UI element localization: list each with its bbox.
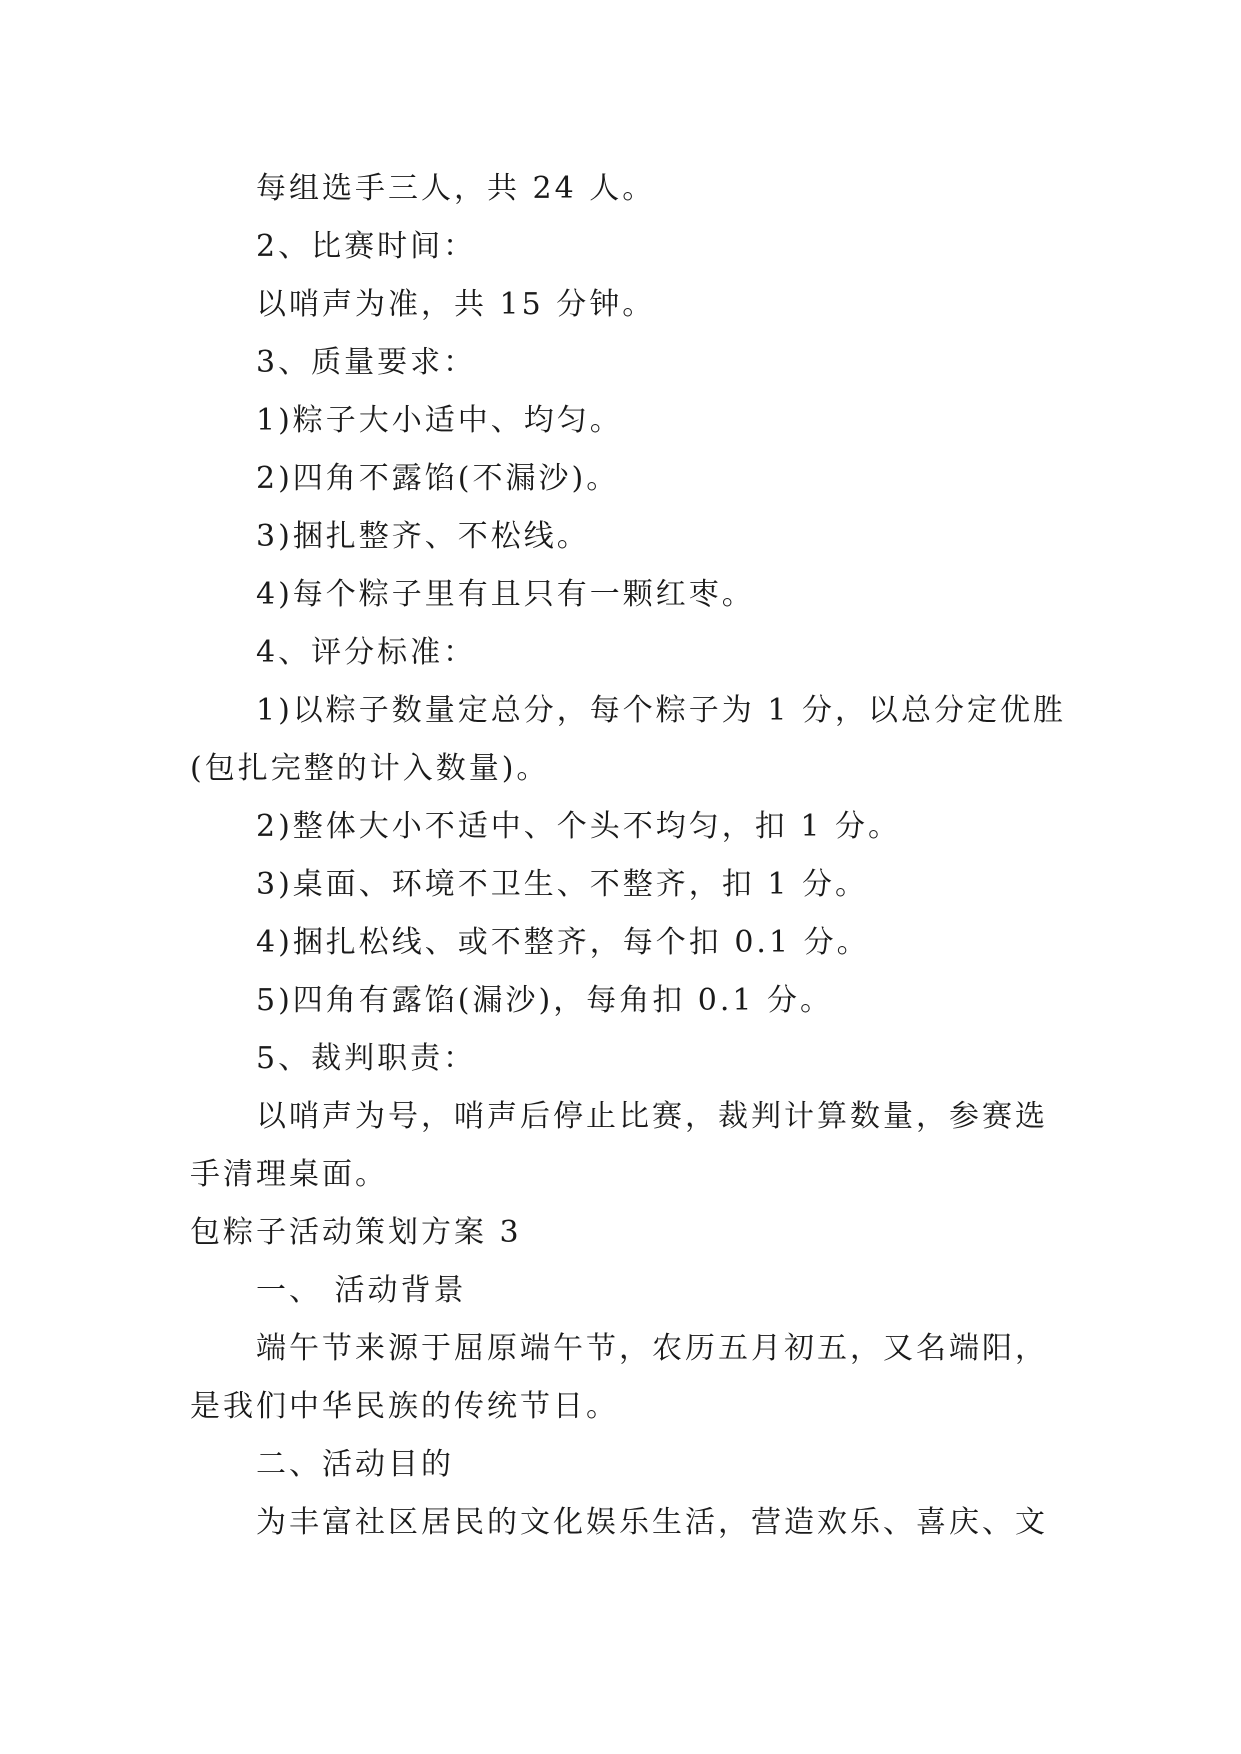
list-item: 1)粽子大小适中、均匀。: [256, 403, 623, 438]
paragraph-continuation: 手清理桌面。: [190, 1157, 388, 1192]
paragraph-continuation: 是我们中华民族的传统节日。: [190, 1389, 619, 1424]
list-item: 3)桌面、环境不卫生、不整齐，扣 1 分。: [256, 867, 868, 902]
paragraph-line: 每组选手三人，共 24 人。: [256, 171, 656, 206]
paragraph-line: 以哨声为号，哨声后停止比赛，裁判计算数量，参赛选: [256, 1099, 1048, 1134]
document-body: [190, 160, 1066, 1552]
section-heading: 3、质量要求：: [256, 345, 477, 380]
list-item: 4)捆扎松线、或不整齐，每个扣 0.1 分。: [256, 925, 870, 960]
section-heading: 一、 活动背景: [256, 1273, 467, 1308]
paragraph-line: 端午节来源于屈原端午节，农历五月初五，又名端阳，: [256, 1331, 1048, 1366]
list-item-continuation: (包扎完整的计入数量)。: [190, 751, 550, 786]
list-item: 5)四角有露馅(漏沙)，每角扣 0.1 分。: [256, 983, 833, 1018]
list-item: 4)每个粽子里有且只有一颗红枣。: [256, 577, 755, 612]
section-heading: 二、活动目的: [256, 1447, 454, 1482]
paragraph-line: 以哨声为准，共 15 分钟。: [256, 287, 656, 322]
section-heading: 5、裁判职责：: [256, 1041, 477, 1076]
list-item: 2)整体大小不适中、个头不均匀，扣 1 分。: [256, 809, 901, 844]
list-item: 1)以粽子数量定总分，每个粽子为 1 分，以总分定优胜: [256, 693, 1066, 728]
section-heading: 4、评分标准：: [256, 635, 477, 670]
document-title: 包粽子活动策划方案 3: [190, 1215, 522, 1250]
section-heading: 2、比赛时间：: [256, 229, 477, 264]
list-item: 2)四角不露馅(不漏沙)。: [256, 461, 620, 496]
paragraph-line: 为丰富社区居民的文化娱乐生活，营造欢乐、喜庆、文: [256, 1505, 1048, 1540]
list-item: 3)捆扎整齐、不松线。: [256, 519, 590, 554]
